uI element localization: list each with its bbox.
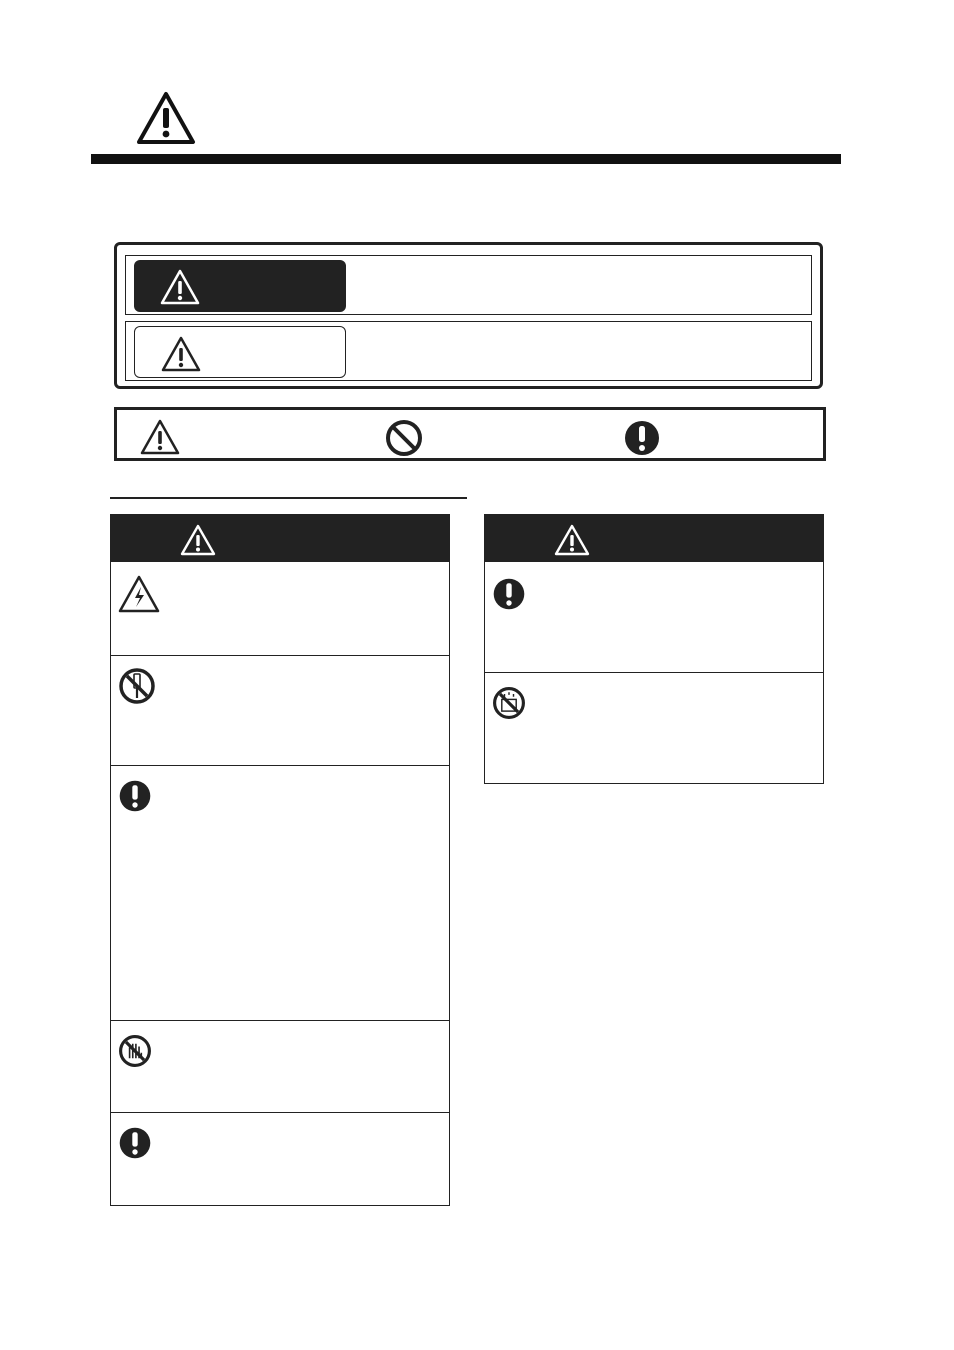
mandatory-action-icon [622,418,662,458]
panel-header [485,515,823,562]
mandatory-action-icon [117,1125,153,1161]
section-mandatory-action-2 [111,1113,449,1205]
panel-header [111,515,449,562]
signal-row-warning [125,255,812,315]
symbol-legend [114,407,826,461]
section-no-disassembly [111,656,449,766]
electric-shock-icon [117,574,161,614]
header-warning-icon [135,90,197,146]
no-water-icon [491,685,527,721]
mandatory-action-icon [117,778,153,814]
prohibition-icon [384,418,424,458]
warning-triangle-icon [159,268,201,306]
no-wet-hands-icon [117,1033,153,1069]
section-mandatory-action [111,766,449,1021]
signal-word-legend [114,242,823,389]
caution-label-chip [134,326,346,378]
section-electric-shock [111,562,449,656]
warning-triangle-icon [139,418,181,456]
section-mandatory-action [485,562,823,673]
warning-label-chip [134,260,346,312]
column-title-rule [110,497,467,499]
no-disassembly-icon [117,666,157,706]
signal-row-caution [125,321,812,381]
warning-panel-left [110,514,450,1206]
warning-triangle-icon [179,523,217,557]
mandatory-action-icon [491,576,527,612]
header-rule [91,154,841,164]
warning-triangle-icon [160,335,202,373]
section-no-wet-hands [111,1021,449,1113]
section-no-water [485,673,823,783]
warning-panel-right [484,514,824,784]
warning-triangle-icon [553,523,591,557]
